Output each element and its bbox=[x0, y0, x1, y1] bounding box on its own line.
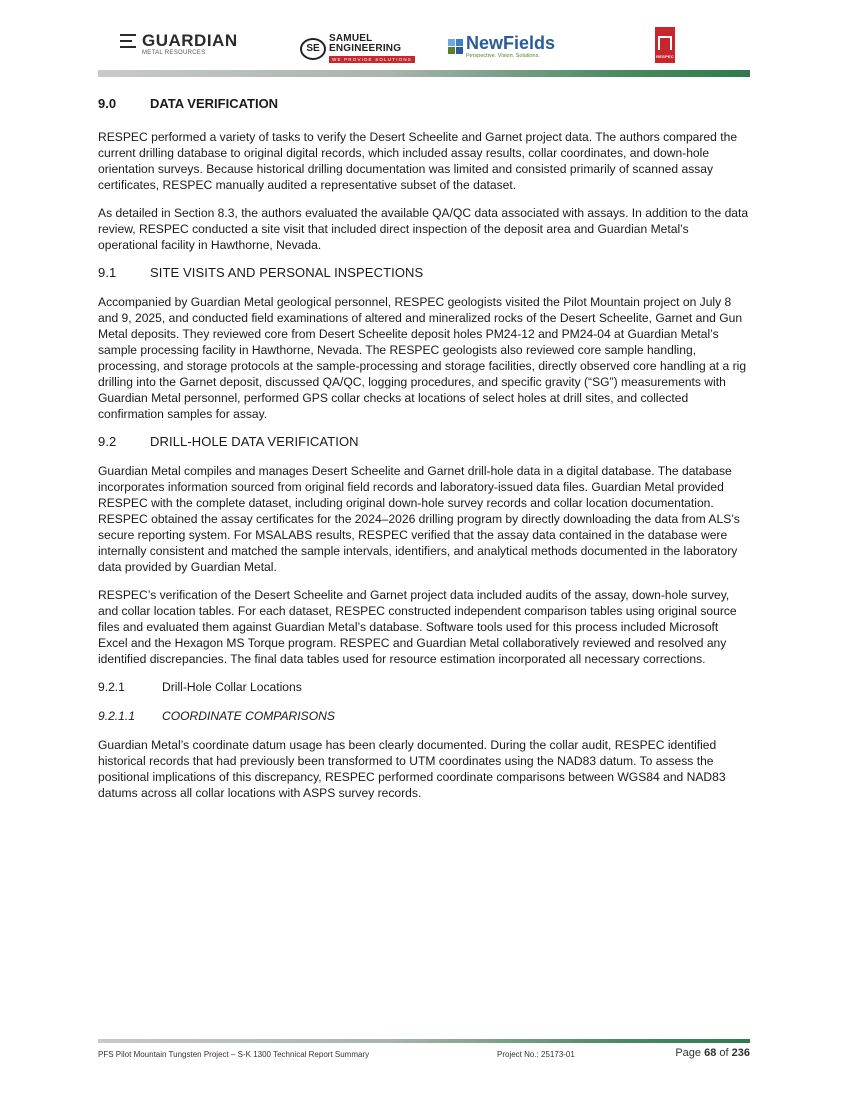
paragraph: RESPEC performed a variety of tasks to verify the Desert Scheelite and Garnet project data. The authors compared the current drilling database to original digital records, which included assay results, collar coordinates, and down-hole orientation surveys. Because historical drilling documentation was limited and consisted primarily of scanned assay certificates, RESPEC manually audited a representative subset of the dataset. bbox=[98, 130, 738, 192]
guardian-logo bbox=[120, 31, 238, 56]
page-of: of bbox=[716, 1047, 732, 1059]
guardian-lines-icon bbox=[120, 34, 136, 48]
section-title: Drill-Hole Collar Locations bbox=[162, 680, 302, 694]
paragraph: Accompanied by Guardian Metal geological personnel, RESPEC geologists visited the Pilot Mountain project on July 8 and 9, 2025, and conducted field examinations of altered and mineralized rocks of the Desert Scheelite, Garnet and Gun Metal deposits. They reviewed core from Desert Scheelite deposit holes PM24-12 and PM24-04 at Guardian Metal’s sample processing facility in Hawthorne, Nevada. The RESPEC geologists also reviewed core sample handling, processing, and storage protocols at the sample-processing and storage facilities, directly observed core handling at a rig drilling into the Garnet deposit, discussed QA/QC, logging procedures, and specific gravity (“SG”) measurements with Guardian Metal personnel, performed GPS collar checks at locations of select holes at drill sites, and collected confirmation samples for assay. bbox=[98, 295, 747, 421]
respec-logo bbox=[655, 27, 675, 63]
header-rule bbox=[98, 70, 750, 77]
se-name-line1: SAMUEL bbox=[329, 33, 373, 44]
se-mark-text: SE bbox=[306, 43, 320, 54]
footer-report-title: PFS Pilot Mountain Tungsten Project – S-K 1300 Technical Report Summary bbox=[98, 1050, 370, 1059]
se-circle-icon bbox=[300, 38, 326, 60]
section-heading-9-0 bbox=[98, 96, 750, 112]
newfields-logo bbox=[448, 34, 555, 59]
section-heading-9-2 bbox=[98, 434, 750, 450]
page-number bbox=[675, 1047, 750, 1059]
respec-name: RESPEC bbox=[656, 54, 674, 59]
paragraph: RESPEC’s verification of the Desert Scheelite and Garnet project data included audits of the assay, down-hole survey, and collar location tables. For each dataset, RESPEC constructed independent comparison tables using original source files and evaluated them against Guardian Metal’s database. Software tools used for this process included Microsoft Excel and the Hexagon MS Torque program. RESPEC and Guardian Metal collaboratively reviewed and resolved any identified discrepancies. The final data tables used for resource estimation incorporated all necessary corrections. bbox=[98, 588, 737, 666]
se-tagline: WE PROVIDE SOLUTIONS bbox=[329, 56, 415, 63]
document-body bbox=[98, 96, 750, 813]
respec-mark-icon bbox=[658, 36, 672, 50]
newfields-name: NewFields bbox=[466, 33, 556, 53]
section-heading-9-1 bbox=[98, 265, 750, 281]
section-number: 9.0 bbox=[98, 96, 117, 111]
section-title: SITE VISITS AND PERSONAL INSPECTIONS bbox=[150, 265, 424, 280]
newfields-squares-icon bbox=[448, 39, 463, 54]
newfields-tagline: Perspective. Vision. Solutions. bbox=[466, 53, 540, 59]
page-prefix: Page bbox=[675, 1047, 705, 1059]
section-number: 9.2.1 bbox=[98, 680, 125, 694]
section-heading-9-2-1-1 bbox=[98, 708, 750, 724]
section-title: DRILL-HOLE DATA VERIFICATION bbox=[150, 434, 359, 449]
paragraph: Guardian Metal compiles and manages Desert Scheelite and Garnet drill-hole data in a digital database. The database incorporates information sourced from original field records and laboratory-issued data files. Guardian Metal provided RESPEC with the complete dataset, including original down-hole survey records and collar location documentation. RESPEC obtained the assay certificates for the 2024–2026 drilling program by directly downloading the data from ALS’s secure reporting system. For MSALABS results, RESPEC verified that the assay data contained in the database were internally consistent and matched the sample intervals, identifiers, and analytical methods documented in the laboratory data provided by Guardian Metal. bbox=[98, 464, 740, 574]
guardian-logo-name: GUARDIAN bbox=[142, 31, 238, 50]
page-current: 68 bbox=[704, 1047, 717, 1059]
paragraph: As detailed in Section 8.3, the authors evaluated the available QA/QC data associated with assays. In addition to the data review, RESPEC conducted a site visit that included direct inspection of the deposit area and Guardian Metal’s operational facility in Hawthorne, Nevada. bbox=[98, 206, 749, 252]
se-name-line2: ENGINEERING bbox=[329, 43, 402, 54]
paragraph: Guardian Metal’s coordinate datum usage has been clearly documented. During the collar audit, RESPEC identified historical records that had previously been transformed to UTM coordinates using the NAD83 datum. To assess the positional implications of this discrepancy, RESPEC performed coordinate comparisons between WGS84 and NAD83 datums across all collar locations with ASPS survey records. bbox=[98, 738, 726, 800]
footer-project-number: Project No.: 25173-01 bbox=[497, 1050, 575, 1059]
section-number: 9.1 bbox=[98, 265, 117, 280]
guardian-logo-sub: METAL RESOURCES bbox=[142, 50, 206, 56]
section-number: 9.2.1.1 bbox=[98, 709, 135, 723]
section-heading-9-2-1 bbox=[98, 679, 750, 695]
se-words bbox=[329, 34, 415, 63]
page-footer bbox=[98, 1047, 750, 1063]
footer-rule bbox=[98, 1039, 750, 1043]
nf-words bbox=[466, 34, 555, 59]
samuel-engineering-logo bbox=[300, 34, 415, 63]
section-title: COORDINATE COMPARISONS bbox=[162, 709, 335, 723]
page-total: 236 bbox=[731, 1047, 750, 1059]
section-number: 9.2 bbox=[98, 434, 117, 449]
section-title: DATA VERIFICATION bbox=[150, 96, 279, 111]
